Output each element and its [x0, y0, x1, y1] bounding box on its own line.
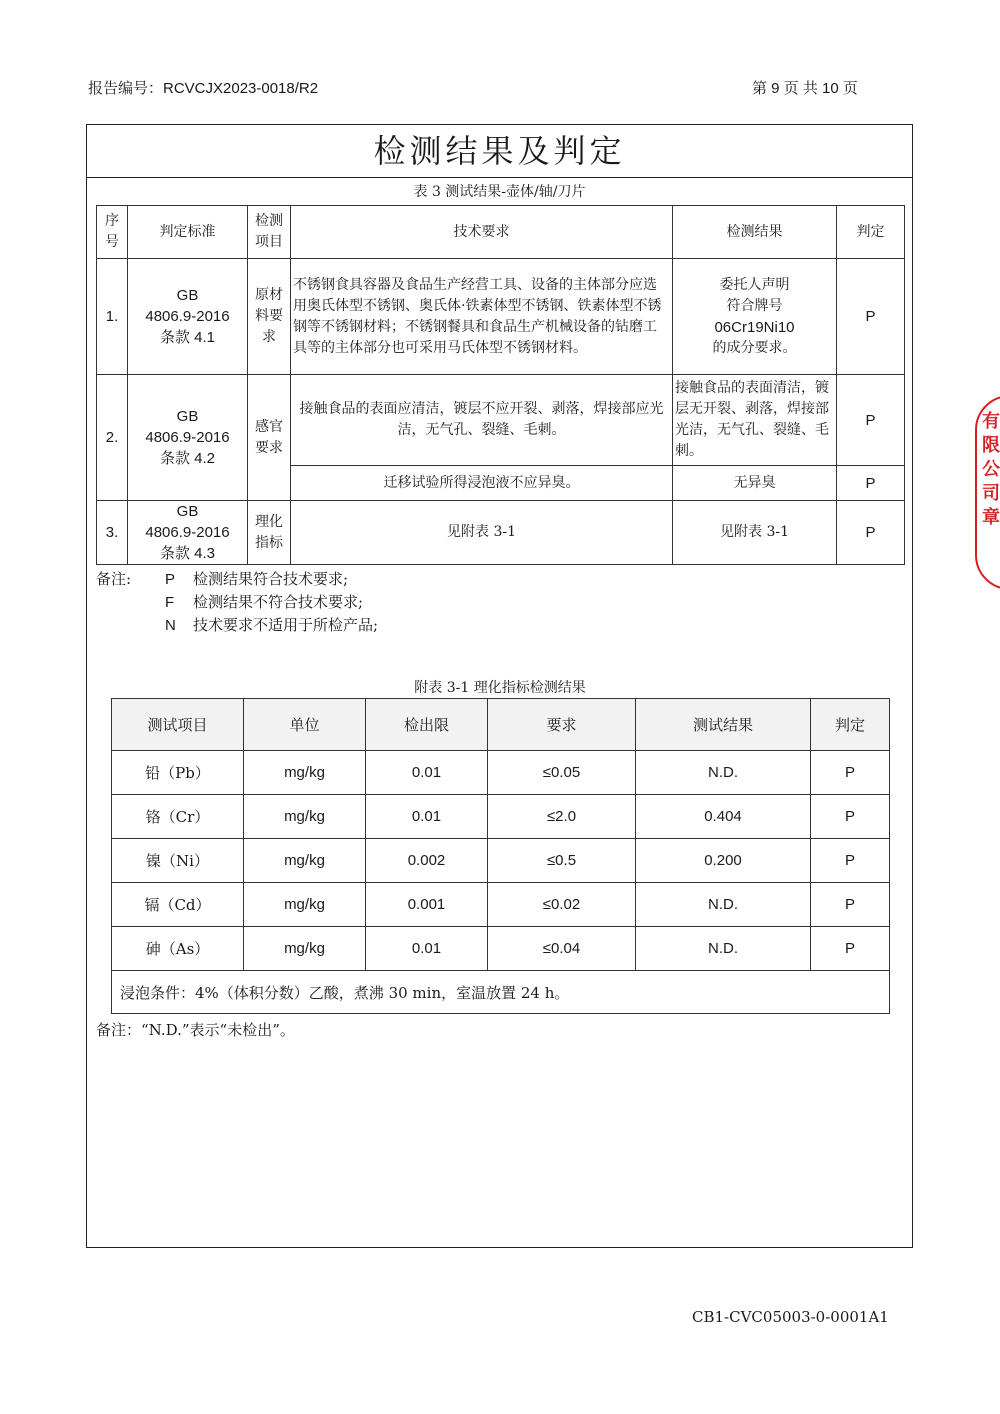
test-item-cell: 镍（Ni）	[112, 839, 244, 883]
header-cell: 单位	[244, 699, 366, 751]
limit-cell: 0.002	[366, 839, 488, 883]
note-code: N	[165, 617, 176, 634]
standard-line: 4806.9-2016	[145, 308, 230, 325]
requirement-cell: ≤2.0	[488, 795, 636, 839]
item-cell: 理化指标	[248, 501, 291, 565]
verdict-cell: P	[811, 927, 890, 971]
limit-cell: 0.01	[366, 751, 488, 795]
test-item-cell: 镉（Cd）	[112, 883, 244, 927]
requirement-cell: 迁移试验所得浸泡液不应异臭。	[291, 466, 673, 501]
requirement-cell: ≤0.04	[488, 927, 636, 971]
verdict-cell: P	[837, 501, 905, 565]
header-cell: 要求	[488, 699, 636, 751]
requirement-cell: ≤0.5	[488, 839, 636, 883]
result-cell: 无异臭	[673, 466, 837, 501]
standard-cell	[128, 259, 248, 375]
standard-line: 4806.9-2016	[145, 524, 230, 541]
requirement-cell: ≤0.05	[488, 751, 636, 795]
report-number: 报告编号：RCVCJX2023-0018/R2	[88, 80, 319, 97]
header-cell: 判定标准	[128, 206, 248, 259]
limit-cell: 0.001	[366, 883, 488, 927]
limit-cell: 0.01	[366, 927, 488, 971]
header-cell: 测试项目	[112, 699, 244, 751]
table-row	[97, 259, 905, 375]
table-row	[97, 501, 905, 565]
standard-line: 条款 4.3	[159, 545, 216, 562]
requirement-cell: 见附表 3-1	[291, 501, 673, 565]
result-cell: N.D.	[636, 927, 811, 971]
result-cell	[673, 259, 837, 375]
limit-cell: 0.01	[366, 795, 488, 839]
standard-line: GB	[176, 408, 199, 425]
page-title: 检测结果及判定	[86, 124, 913, 178]
table-row	[112, 751, 890, 795]
verdict-cell: P	[837, 259, 905, 375]
notes-label: 备注:	[96, 570, 132, 588]
header-cell: 判定	[811, 699, 890, 751]
note-text: 检测结果不符合技术要求;	[193, 593, 364, 611]
attachment-caption: 附表 3-1 理化指标检测结果	[414, 680, 586, 696]
test-item-cell: 砷（As）	[112, 927, 244, 971]
immersion-condition: 浸泡条件：4%（体积分数）乙酸，煮沸 30 min，室温放置 24 h。	[112, 971, 890, 1014]
table3-header-row	[97, 206, 905, 259]
header-cell: 检测结果	[673, 206, 837, 259]
result-cell: 见附表 3-1	[673, 501, 837, 565]
verdict-cell: P	[811, 795, 890, 839]
standard-cell	[128, 375, 248, 501]
requirement-cell: 不锈钢食具容器及食品生产经营工具、设备的主体部分应选用奥氏体型不锈钢、奥氏体·铁素体型不锈钢、铁素体型不锈钢等不锈钢材料；不锈钢餐具和食品生产机械设备的钻磨工具等的主体部分也可采用马氏体型不锈钢材料。	[291, 259, 673, 375]
header-cell: 判定	[837, 206, 905, 259]
header-cell: 检出限	[366, 699, 488, 751]
item-cell: 感官要求	[248, 375, 291, 501]
test-item-cell: 铬（Cr）	[112, 795, 244, 839]
page-indicator: 第 9 页 共 10 页	[752, 80, 858, 97]
test-item-cell: 铅（Pb）	[112, 751, 244, 795]
verdict-cell: P	[811, 883, 890, 927]
row-number: 2.	[97, 375, 128, 501]
unit-cell: mg/kg	[244, 751, 366, 795]
table-row	[112, 839, 890, 883]
item-cell: 原材料要求	[248, 259, 291, 375]
note-item	[165, 591, 363, 612]
result-line: 的成分要求。	[712, 339, 797, 356]
result-cell: N.D.	[636, 751, 811, 795]
row-number: 1.	[97, 259, 128, 375]
standard-line: GB	[176, 503, 199, 520]
table-row	[97, 375, 905, 466]
note-code: P	[165, 571, 176, 588]
unit-cell: mg/kg	[244, 839, 366, 883]
table3-caption: 表 3 测试结果-壶体/轴/刀片	[413, 184, 586, 200]
header-cell: 技术要求	[291, 206, 673, 259]
result-cell: 0.200	[636, 839, 811, 883]
unit-cell: mg/kg	[244, 883, 366, 927]
standard-line: GB	[176, 287, 199, 304]
standard-line: 条款 4.1	[159, 329, 216, 346]
seal-text: 有限公司章	[982, 411, 1000, 528]
nd-note: 备注：“N.D.”表示“未检出”。	[96, 1021, 295, 1039]
requirement-cell: ≤0.02	[488, 883, 636, 927]
standard-cell	[128, 501, 248, 565]
form-code: CB1-CVC05003-0-0001A1	[692, 1308, 889, 1326]
note-code: F	[165, 594, 175, 611]
unit-cell: mg/kg	[244, 795, 366, 839]
header-cell: 序号	[97, 206, 128, 259]
verdict-cell: P	[837, 375, 905, 466]
header-cell: 测试结果	[636, 699, 811, 751]
result-line: 06Cr19Ni10	[714, 318, 795, 336]
table3-results	[96, 205, 905, 565]
unit-cell: mg/kg	[244, 927, 366, 971]
result-line: 符合牌号	[726, 297, 783, 314]
result-cell: 接触食品的表面清洁，镀层无开裂、剥落，焊接部光洁，无气孔、裂缝、毛刺。	[673, 375, 837, 466]
note-item	[165, 568, 348, 589]
verdict-cell: P	[811, 839, 890, 883]
requirement-cell: 接触食品的表面应清洁，镀层不应开裂、剥落，焊接部应光洁，无气孔、裂缝、毛刺。	[291, 375, 673, 466]
verdict-cell: P	[811, 751, 890, 795]
attachment-header-row	[112, 699, 890, 751]
attachment-table	[111, 698, 890, 1014]
header-cell: 检测项目	[248, 206, 291, 259]
result-line: 委托人声明	[719, 276, 790, 293]
table-row	[112, 927, 890, 971]
standard-line: 条款 4.2	[159, 450, 216, 467]
result-cell: N.D.	[636, 883, 811, 927]
table-row	[112, 795, 890, 839]
condition-row	[112, 971, 890, 1014]
result-cell: 0.404	[636, 795, 811, 839]
standard-line: 4806.9-2016	[145, 429, 230, 446]
table-row	[112, 883, 890, 927]
row-number: 3.	[97, 501, 128, 565]
note-item	[165, 614, 378, 635]
note-text: 技术要求不适用于所检产品;	[193, 616, 379, 634]
note-text: 检测结果符合技术要求;	[193, 570, 349, 588]
verdict-cell: P	[837, 466, 905, 501]
